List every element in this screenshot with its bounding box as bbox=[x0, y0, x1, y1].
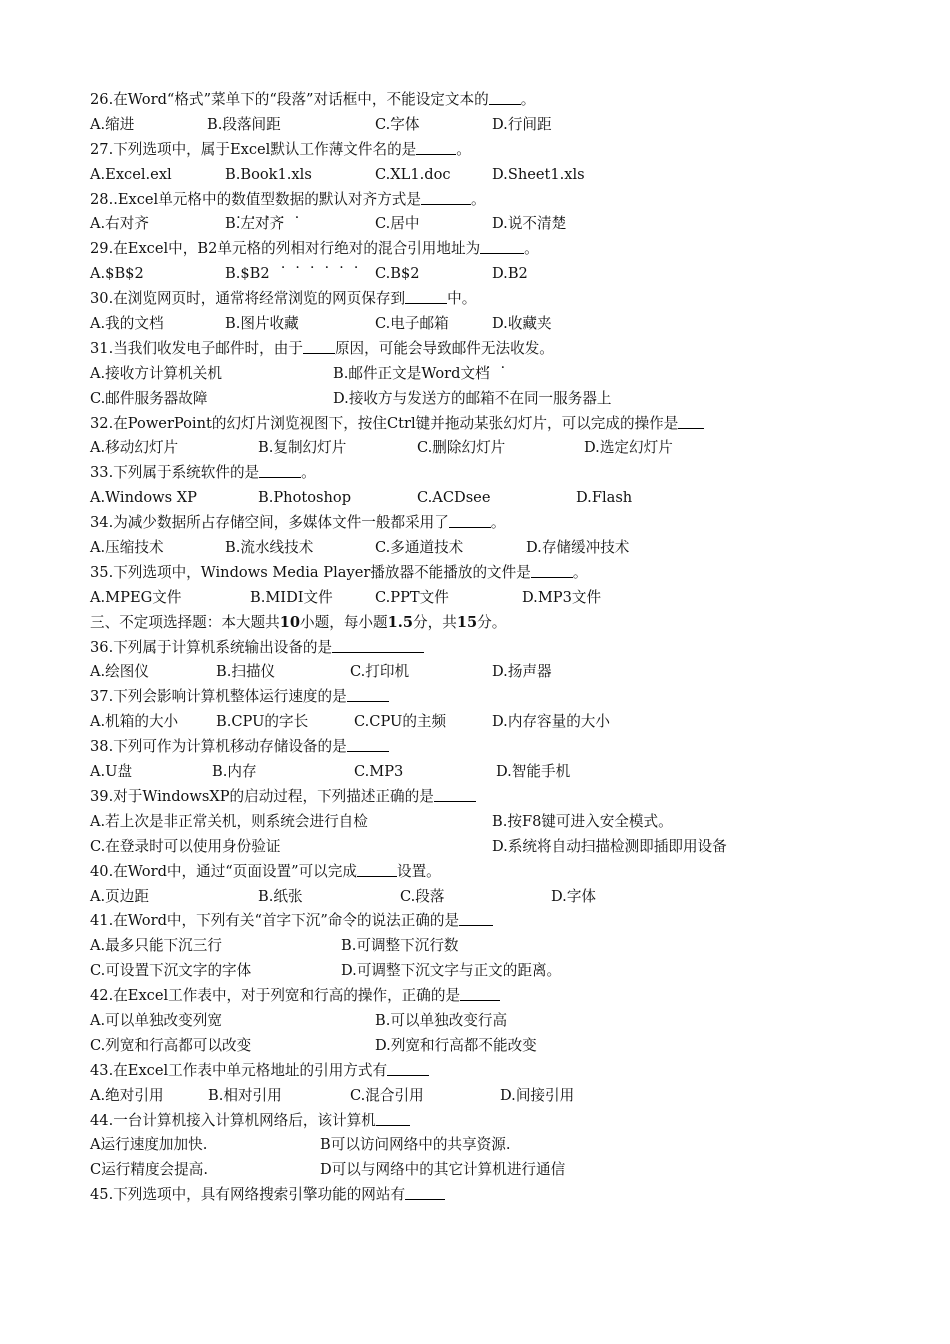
option-a: A.U盘 bbox=[90, 763, 133, 781]
option-a: A.页边距 bbox=[90, 887, 149, 905]
question-44: 44.一台计算机接入计算机网络后，该计算机 bbox=[90, 1109, 810, 1134]
option-b: B.按F8键可进入安全模式。 bbox=[492, 812, 673, 830]
option-a: A.我的文档 bbox=[90, 315, 164, 333]
exam-page bbox=[90, 88, 810, 1208]
option-b: B.Photoshop bbox=[258, 489, 352, 507]
answer-blank bbox=[480, 238, 524, 254]
option-d: D.扬声器 bbox=[492, 663, 552, 681]
option-d: D.列宽和行高都不能改变 bbox=[375, 1036, 537, 1054]
options-26 bbox=[90, 113, 810, 138]
option-d: D可以与网络中的其它计算机进行通信 bbox=[320, 1161, 566, 1179]
option-a: A.Windows XP bbox=[90, 489, 197, 507]
options-33 bbox=[90, 486, 810, 511]
answer-blank bbox=[489, 89, 521, 105]
option-a: A.缩进 bbox=[90, 115, 135, 133]
answer-blank bbox=[460, 985, 500, 1001]
option-c: C.居中 bbox=[375, 215, 420, 233]
options-36 bbox=[90, 660, 810, 685]
option-c: C.电子邮箱 bbox=[375, 315, 449, 333]
option-d: D.系统将自动扫描检测即插即用设备 bbox=[492, 837, 727, 855]
option-d: D.选定幻灯片 bbox=[584, 439, 673, 457]
question-29: 29.在Excel中，B2单元格的列相对行绝对的混合引用地址为 。 bbox=[90, 240, 539, 258]
question-39: 39.对于WindowsXP的启动过程，下列描述正确的是 bbox=[90, 785, 810, 810]
option-d: D.说不清楚 bbox=[492, 215, 567, 233]
answer-blank bbox=[434, 786, 476, 802]
option-a: A.压缩技术 bbox=[90, 539, 164, 557]
option-b: B.Book1.xls bbox=[225, 165, 312, 183]
options-41-ab bbox=[90, 934, 810, 959]
options-44-cd bbox=[90, 1158, 810, 1183]
answer-blank bbox=[449, 512, 491, 528]
option-b: B可以访问网络中的共享资源. bbox=[320, 1136, 511, 1154]
options-34 bbox=[90, 536, 810, 561]
option-b: B.纸张 bbox=[258, 887, 303, 905]
answer-blank bbox=[459, 910, 493, 926]
option-d: D.字体 bbox=[551, 887, 597, 905]
question-45: 45.下列选项中，具有网络搜索引擎功能的网站有 bbox=[90, 1183, 810, 1208]
option-d: D.Sheet1.xls bbox=[492, 165, 585, 183]
option-c: C.多通道技术 bbox=[375, 539, 464, 557]
option-b: B.CPU的字长 bbox=[216, 713, 309, 731]
answer-blank bbox=[347, 686, 389, 702]
option-a: A.若上次是非正常关机，则系统会进行自检 bbox=[90, 812, 368, 830]
option-d: D.存储缓冲技术 bbox=[526, 539, 630, 557]
question-27: 27.下列选项中，属于Excel默认工作薄文件名的是 。 bbox=[90, 140, 471, 158]
options-38 bbox=[90, 760, 810, 785]
option-c: C.XL1.doc bbox=[375, 165, 451, 183]
option-b: B.复制幻灯片 bbox=[258, 439, 347, 457]
answer-blank bbox=[421, 189, 471, 205]
options-28 bbox=[90, 212, 810, 237]
option-b: B.$B2 bbox=[225, 265, 270, 283]
answer-blank bbox=[303, 338, 335, 354]
question-30: 30.在浏览网页时，通常将经常浏览的网页保存到 中。 bbox=[90, 290, 477, 308]
question-43: 43.在Excel工作表中单元格地址的引用方式有 bbox=[90, 1059, 810, 1084]
option-c: C.删除幻灯片 bbox=[417, 439, 506, 457]
options-44-ab bbox=[90, 1133, 810, 1158]
option-d: D.B2 bbox=[492, 265, 528, 283]
option-a: A.接收方计算机关机 bbox=[90, 364, 222, 382]
options-39-ab bbox=[90, 810, 810, 835]
option-b: B.邮件正文是Word文档 bbox=[333, 364, 490, 382]
option-d: D.间接引用 bbox=[500, 1086, 575, 1104]
options-39-cd bbox=[90, 835, 810, 860]
answer-blank bbox=[376, 1110, 410, 1126]
option-d: D.智能手机 bbox=[496, 763, 571, 781]
option-d: D.收藏夹 bbox=[492, 315, 552, 333]
option-c: C.ACDsee bbox=[417, 489, 491, 507]
options-37 bbox=[90, 710, 810, 735]
option-a: A.绝对引用 bbox=[90, 1086, 164, 1104]
option-c: C.邮件服务器故障 bbox=[90, 389, 208, 407]
question-33: 33.下列属于系统软件的是 。 bbox=[90, 464, 316, 482]
option-c: C.PPT文件 bbox=[375, 588, 449, 606]
option-a: A.右对齐 bbox=[90, 215, 149, 233]
option-a: A.$B$2 bbox=[90, 265, 144, 283]
option-c: C.MP3 bbox=[354, 763, 404, 781]
option-c: C.在登录时可以使用身份验证 bbox=[90, 837, 281, 855]
option-b: B.扫描仪 bbox=[216, 663, 276, 681]
answer-blank bbox=[387, 1060, 429, 1076]
option-b: B.可以单独改变行高 bbox=[375, 1011, 508, 1029]
option-c: C.字体 bbox=[375, 115, 420, 133]
option-b: B.流水线技术 bbox=[225, 539, 314, 557]
question-26: 26.在Word“格式”菜单下的“段落”对话框中，不能设定文本的 。 bbox=[90, 91, 536, 108]
question-36: 36.下列属于计算机系统输出设备的是 bbox=[90, 636, 810, 661]
question-35: 35.下列选项中，Windows Media Player播放器不能播放的文件是 。 bbox=[90, 563, 588, 581]
options-43 bbox=[90, 1084, 810, 1109]
options-31-ab bbox=[90, 362, 810, 387]
option-b: B.段落间距 bbox=[207, 115, 281, 133]
option-d: D.接收方与发送方的邮箱不在同一服务器上 bbox=[333, 389, 612, 407]
option-b: B.内存 bbox=[212, 763, 257, 781]
emphasis-text: 不能 bbox=[386, 91, 416, 108]
options-35 bbox=[90, 586, 810, 611]
question-42: 42.在Excel工作表中，对于列宽和行高的操作，正确的是 bbox=[90, 984, 810, 1009]
options-31-cd bbox=[90, 387, 810, 412]
answer-blank bbox=[678, 413, 704, 429]
question-38: 38.下列可作为计算机移动存储设备的是 bbox=[90, 735, 810, 760]
option-b: B.可调整下沉行数 bbox=[341, 937, 459, 955]
options-40 bbox=[90, 885, 810, 910]
option-d: D.内存容量的大小 bbox=[492, 713, 610, 731]
option-d: D.Flash bbox=[576, 489, 633, 507]
option-c: C.CPU的主频 bbox=[354, 713, 447, 731]
emphasis-text: 无法 bbox=[480, 339, 511, 357]
option-c: C.列宽和行高都可以改变 bbox=[90, 1036, 252, 1054]
option-d: D.MP3文件 bbox=[522, 588, 602, 606]
answer-blank bbox=[347, 736, 389, 752]
option-a: A.MPEG文件 bbox=[90, 588, 182, 606]
options-41-cd bbox=[90, 959, 810, 984]
option-a: A.最多只能下沉三行 bbox=[90, 937, 222, 955]
option-a: A.可以单独改变列宽 bbox=[90, 1011, 222, 1029]
option-b: B.MIDI文件 bbox=[250, 588, 333, 606]
answer-blank bbox=[405, 1184, 445, 1200]
option-c: C.可设置下沉文字的字体 bbox=[90, 962, 252, 980]
answer-blank bbox=[405, 288, 447, 304]
section-3-heading: 三、不定项选择题：本大题共10小题，每小题1.5分，共15分。 bbox=[90, 613, 507, 631]
answer-blank bbox=[357, 861, 397, 877]
option-b: B.图片收藏 bbox=[225, 315, 299, 333]
emphasis-text: 列相对行绝对 bbox=[275, 240, 364, 258]
option-d: D.可调整下沉文字与正文的距离。 bbox=[341, 962, 562, 980]
option-a: A.移动幻灯片 bbox=[90, 439, 179, 457]
option-b: B.相对引用 bbox=[208, 1086, 282, 1104]
option-c: C.打印机 bbox=[350, 663, 410, 681]
answer-blank bbox=[416, 139, 456, 155]
option-d: D.行间距 bbox=[492, 115, 552, 133]
answer-blank bbox=[259, 462, 301, 478]
options-42-cd bbox=[90, 1034, 810, 1059]
question-31: 31.当我们收发电子邮件时，由于 原因，可能会导致邮件无法收发。 bbox=[90, 339, 554, 357]
option-a: A.Excel.exl bbox=[90, 165, 172, 183]
question-40: 40.在Word中，通过“页面设置”可以完成 设置。 bbox=[90, 862, 441, 880]
options-42-ab bbox=[90, 1009, 810, 1034]
question-28: 28..Excel单元格中的数值型数据的默认对齐方式是 。 bbox=[90, 190, 486, 208]
question-34: 34.为减少数据所占存储空间，多媒体文件一般都采用了 。 bbox=[90, 514, 506, 532]
options-30 bbox=[90, 312, 810, 337]
option-b: B.左对齐 bbox=[225, 215, 285, 233]
option-c: C.段落 bbox=[400, 887, 445, 905]
options-32 bbox=[90, 436, 810, 461]
answer-blank bbox=[332, 637, 424, 653]
option-a: A.机箱的大小 bbox=[90, 713, 179, 731]
question-37: 37.下列会影响计算机整体运行速度的是 bbox=[90, 685, 810, 710]
options-27 bbox=[90, 163, 810, 188]
option-a: A运行速度加加快. bbox=[90, 1136, 208, 1154]
answer-blank bbox=[531, 562, 573, 578]
question-41: 41.在Word中，下列有关“首字下沉”命令的说法正确的是 bbox=[90, 909, 810, 934]
option-c: C运行精度会提高. bbox=[90, 1161, 208, 1179]
option-c: C.B$2 bbox=[375, 265, 420, 283]
option-c: C.混合引用 bbox=[350, 1086, 424, 1104]
option-a: A.绘图仪 bbox=[90, 663, 149, 681]
emphasis-text: 数值型数据 bbox=[231, 190, 305, 208]
question-32: 32.在PowerPoint的幻灯片浏览视图下，按住Ctrl键并拖动某张幻灯片，可以完成的操作是 bbox=[90, 412, 810, 437]
options-29 bbox=[90, 262, 810, 287]
